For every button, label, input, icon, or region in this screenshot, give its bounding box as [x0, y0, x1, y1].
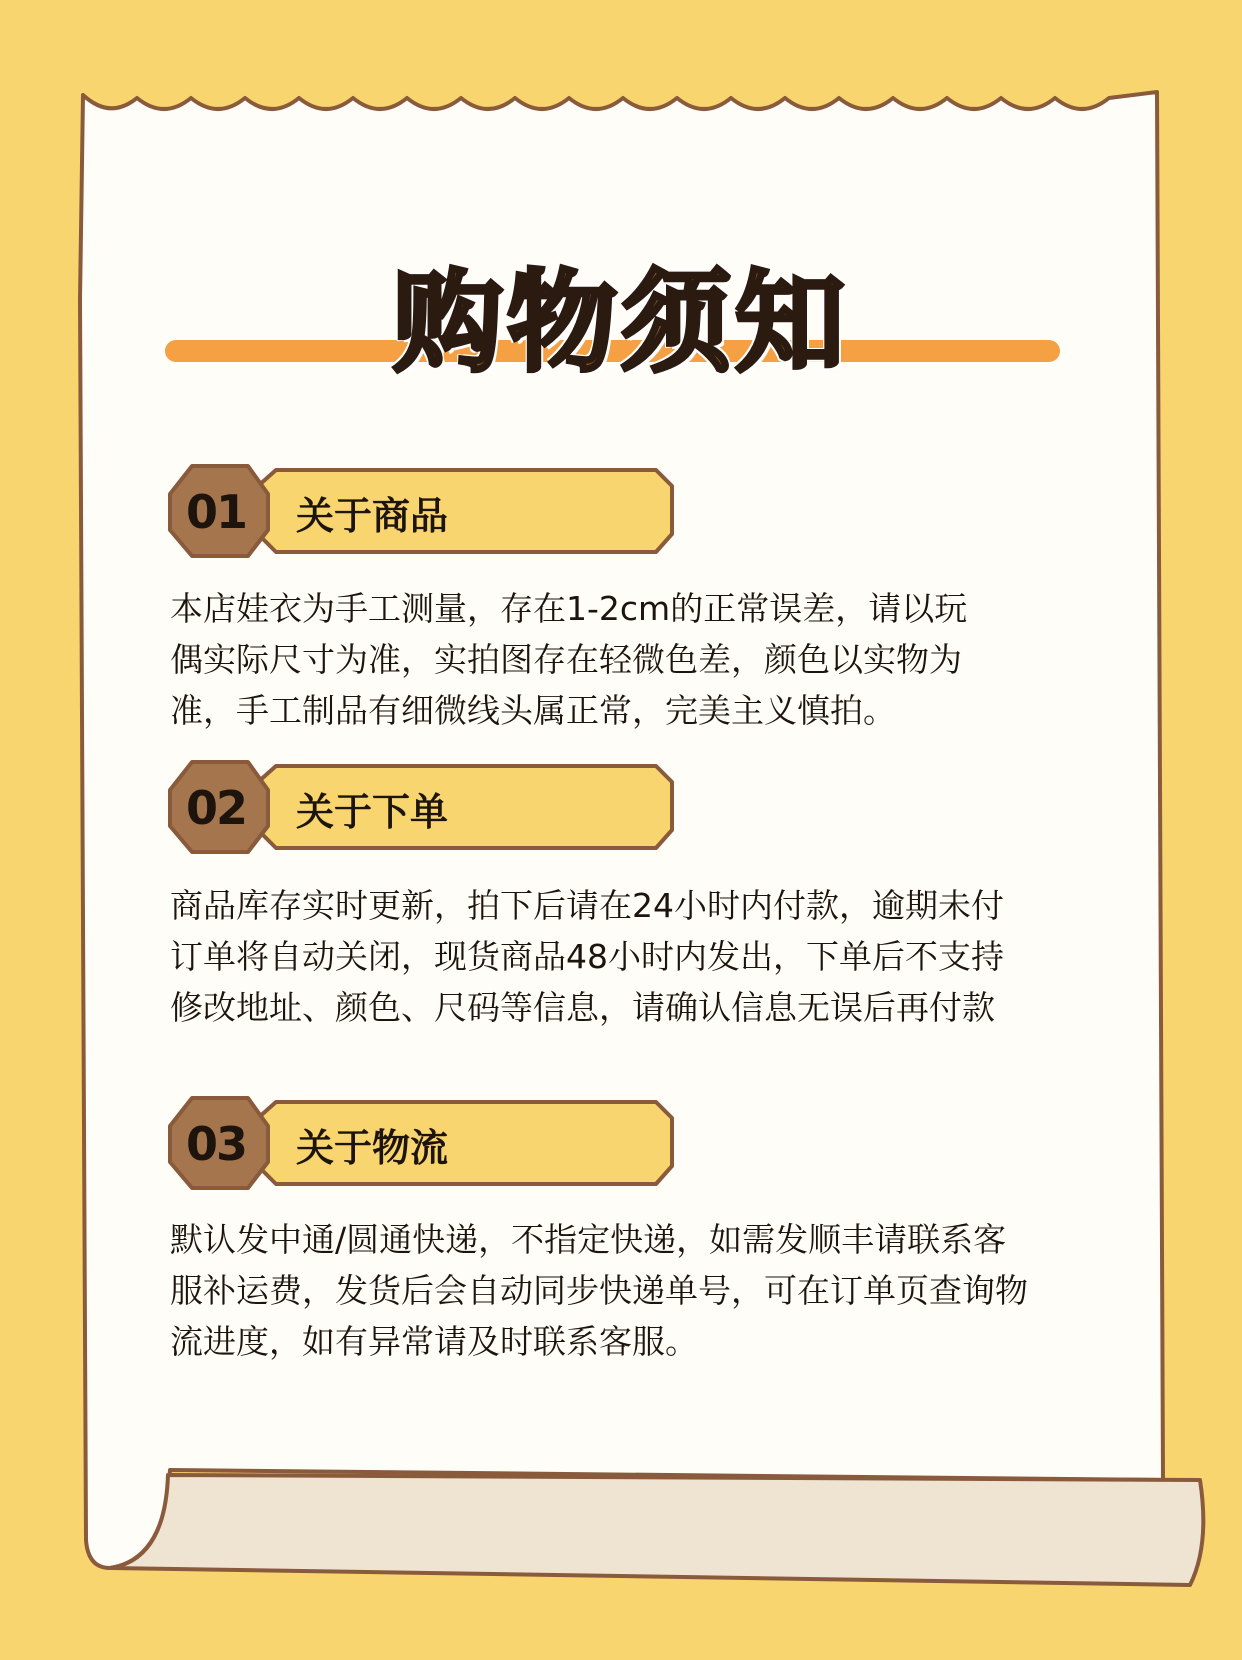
body-line: 流进度，如有异常请及时联系客服。 — [170, 1322, 698, 1361]
section-heading: 关于物流 — [296, 1125, 449, 1170]
body-line: 本店娃衣为手工测量，存在1-2cm的正常误差，请以玩 — [170, 589, 968, 628]
body-line: 偶实际尺寸为准，实拍图存在轻微色差，颜色以实物为 — [170, 640, 962, 679]
section-body-products — [170, 583, 1100, 736]
section-number: 02 — [185, 781, 246, 835]
section-heading: 关于商品 — [296, 493, 449, 538]
section-heading: 关于下单 — [296, 789, 449, 834]
scroll-curl — [110, 1475, 1203, 1585]
section-header-ordering — [166, 760, 676, 856]
section-body-logistics — [170, 1214, 1100, 1367]
section-number: 03 — [185, 1117, 246, 1171]
body-line: 商品库存实时更新，拍下后请在24小时内付款，逾期未付 — [170, 886, 1004, 925]
body-line: 默认发中通/圆通快递，不指定快递，如需发顺丰请联系客 — [170, 1220, 1007, 1259]
body-line: 修改地址、颜色、尺码等信息，请确认信息无误后再付款 — [170, 988, 995, 1027]
section-body-ordering — [170, 880, 1100, 1033]
body-line: 订单将自动关闭，现货商品48小时内发出，下单后不支持 — [170, 937, 1004, 976]
section-number: 01 — [185, 485, 246, 539]
body-line: 准，手工制品有细微线头属正常，完美主义慎拍。 — [170, 691, 896, 730]
section-header-logistics — [166, 1096, 676, 1192]
body-line: 服补运费，发货后会自动同步快递单号，可在订单页查询物 — [170, 1271, 1028, 1310]
page-title: 购物须知 — [393, 259, 849, 387]
section-header-products — [166, 464, 676, 560]
